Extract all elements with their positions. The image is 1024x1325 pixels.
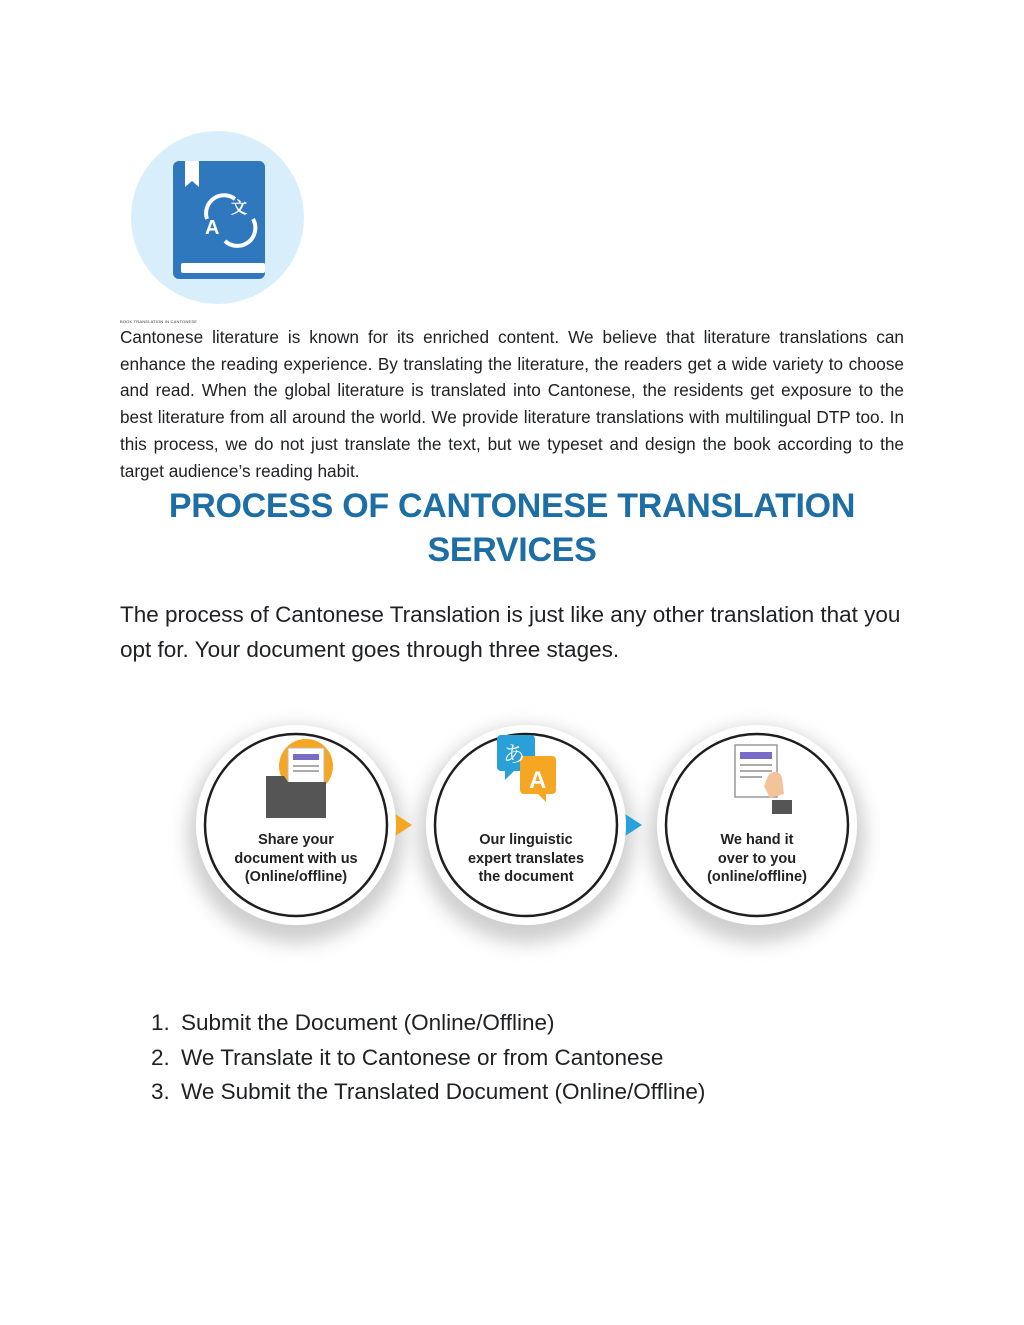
- stage-1-label: [216, 831, 376, 887]
- steps-list: [120, 1006, 705, 1110]
- stage-1-line-2: document with us: [234, 850, 358, 867]
- svg-text:A: A: [205, 217, 220, 239]
- lead-paragraph: The process of Cantonese Translation is just like any other translation that you opt for. Your document goes through three stages.: [120, 602, 901, 662]
- list-item: [120, 1041, 705, 1076]
- step-text: Submit the Document (Online/Offline): [181, 1010, 555, 1035]
- step-text: We Translate it to Cantonese or from Cantonese: [181, 1044, 664, 1070]
- stage-2-line-1: Our linguistic: [479, 832, 573, 848]
- page-heading: [120, 484, 904, 572]
- stage-3-line-3: (online/offline): [707, 869, 807, 885]
- step-text: We Submit the Translated Document (Online/Offline): [181, 1079, 706, 1104]
- process-diagram: [160, 690, 880, 970]
- step-number: 3.: [151, 1079, 170, 1104]
- step-number: 2.: [151, 1044, 170, 1070]
- stage-1-line-1: Share your: [258, 832, 334, 848]
- list-item: [120, 1075, 705, 1110]
- stage-3-label: [677, 831, 837, 887]
- book-translation-illustration: [131, 131, 304, 304]
- heading-line-2: SERVICES: [427, 531, 597, 569]
- glyph-left: あ: [503, 743, 526, 768]
- heading-line-1: PROCESS OF CANTONESE TRANSLATION: [168, 487, 856, 525]
- list-item: [120, 1006, 705, 1041]
- stage-2-line-3: the document: [478, 869, 574, 885]
- intro-paragraph: Cantonese literature is known for its enriched content. We believe that literature translations can enhance the reading experience. By translating the literature, the readers get a wide variety to choose and read. When the global literature is translated into Cantonese, the residents get exposure to the best literature from all around the world. We provide literature translations with multilingual DTP too. In this process, we do not just translate the text, but we typeset and design the book according to the target audience’s reading habit.: [120, 327, 904, 481]
- stage-2-line-2: expert translates: [467, 850, 585, 867]
- stage-1-line-3: (Online/offline): [244, 869, 348, 885]
- svg-text:文: 文: [231, 198, 248, 217]
- glyph-right: A: [529, 767, 547, 794]
- stage-2-label: [446, 831, 606, 887]
- image-caption: BOOK TRANSLATION IN CANTONESE: [120, 319, 198, 324]
- stage-3-line-1: We hand it: [720, 832, 794, 848]
- stage-3-line-2: over to you: [717, 850, 797, 867]
- book-icon: [173, 161, 265, 279]
- process-diagram-graphics: [160, 690, 880, 970]
- step-number: 1.: [151, 1010, 170, 1035]
